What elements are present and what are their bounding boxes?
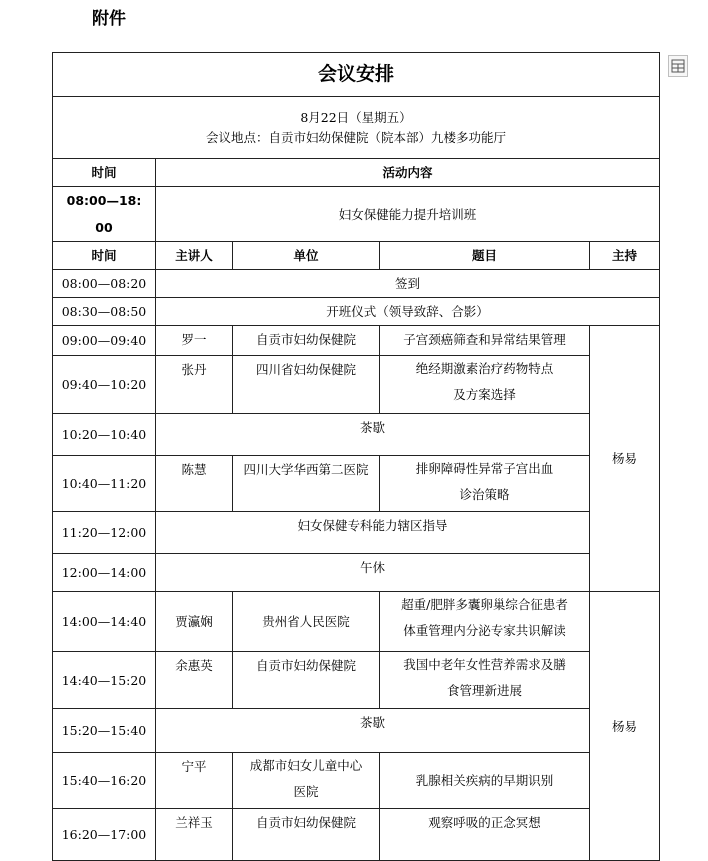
row-topic [380,652,590,709]
row-time: 15:20—15:40 [53,709,156,753]
row-speaker: 陈慧 [156,456,233,512]
row-topic: 观察呼吸的正念冥想 [380,809,590,861]
col-speaker: 主讲人 [156,242,233,270]
row-activity: 妇女保健专科能力辖区指导 [156,512,590,554]
row-time: 15:40—16:20 [53,753,156,809]
row-speaker: 贾瀛娴 [156,592,233,652]
row-speaker: 兰祥玉 [156,809,233,861]
row-topic-line: 食管理新进展 [446,683,522,698]
row-time: 09:40—10:20 [53,356,156,414]
host-morning: 杨易 [590,326,660,592]
row-topic: 子宫颈癌筛查和异常结果管理 [380,326,590,356]
attachment-label: 附件 [92,9,126,29]
row-time: 08:00—08:20 [53,270,156,298]
header-time: 时间 [53,159,156,187]
row-unit: 自贡市妇幼保健院 [233,809,380,861]
row-unit-line: 成都市妇女儿童中心 [249,758,363,773]
row-topic-line: 超重/肥胖多囊卵巢综合征患者 [401,597,568,612]
row-time: 10:40—11:20 [53,456,156,512]
host-afternoon: 杨易 [590,592,660,861]
row-activity: 签到 [156,270,660,298]
row-topic: 乳腺相关疾病的早期识别 [380,753,590,809]
row-speaker: 张丹 [156,356,233,414]
meeting-info [53,97,660,159]
row-unit: 贵州省人民医院 [233,592,380,652]
row-unit: 四川省妇幼保健院 [233,356,380,414]
row-activity: 茶歇 [156,709,590,753]
col-time: 时间 [53,242,156,270]
row-speaker: 宁平 [156,753,233,809]
row-unit [233,753,380,809]
row-activity: 茶歇 [156,414,590,456]
row-topic-line: 及方案选择 [453,387,516,402]
row-time: 10:20—10:40 [53,414,156,456]
row-speaker: 余惠英 [156,652,233,709]
row-topic-line: 体重管理内分泌专家共识解读 [403,623,566,638]
col-host: 主持 [590,242,660,270]
row-topic-line: 排卵障碍性异常子宫出血 [415,461,554,476]
col-topic: 题目 [380,242,590,270]
training-time: 08:00—18: 00 [53,187,156,242]
header-activity: 活动内容 [156,159,660,187]
row-unit: 自贡市妇幼保健院 [233,326,380,356]
date-line: 8月22日（星期五） [300,109,412,125]
page-title: 会议安排 [53,53,660,97]
row-topic [380,456,590,512]
row-time: 14:00—14:40 [53,592,156,652]
table-view-icon[interactable] [668,55,688,77]
row-time: 12:00—14:00 [53,554,156,592]
row-time: 11:20—12:00 [53,512,156,554]
row-topic [380,592,590,652]
row-time: 08:30—08:50 [53,298,156,326]
schedule-table [52,52,660,861]
col-unit: 单位 [233,242,380,270]
row-activity: 开班仪式（领导致辞、合影） [156,298,660,326]
row-unit: 四川大学华西第二医院 [233,456,380,512]
row-speaker: 罗一 [156,326,233,356]
row-topic [380,356,590,414]
training-name: 妇女保健能力提升培训班 [156,187,660,242]
row-unit: 自贡市妇幼保健院 [233,652,380,709]
row-time: 09:00—09:40 [53,326,156,356]
row-topic-line: 诊治策略 [459,487,510,502]
row-activity: 午休 [156,554,590,592]
row-unit-line: 医院 [293,784,319,799]
row-time: 14:40—15:20 [53,652,156,709]
location-line: 会议地点：自贡市妇幼保健院（院本部）九楼多功能厅 [206,129,507,145]
row-topic-line: 绝经期激素治疗药物特点 [415,361,554,376]
row-topic-line: 我国中老年女性营养需求及膳 [403,657,566,672]
row-time: 16:20—17:00 [53,809,156,861]
